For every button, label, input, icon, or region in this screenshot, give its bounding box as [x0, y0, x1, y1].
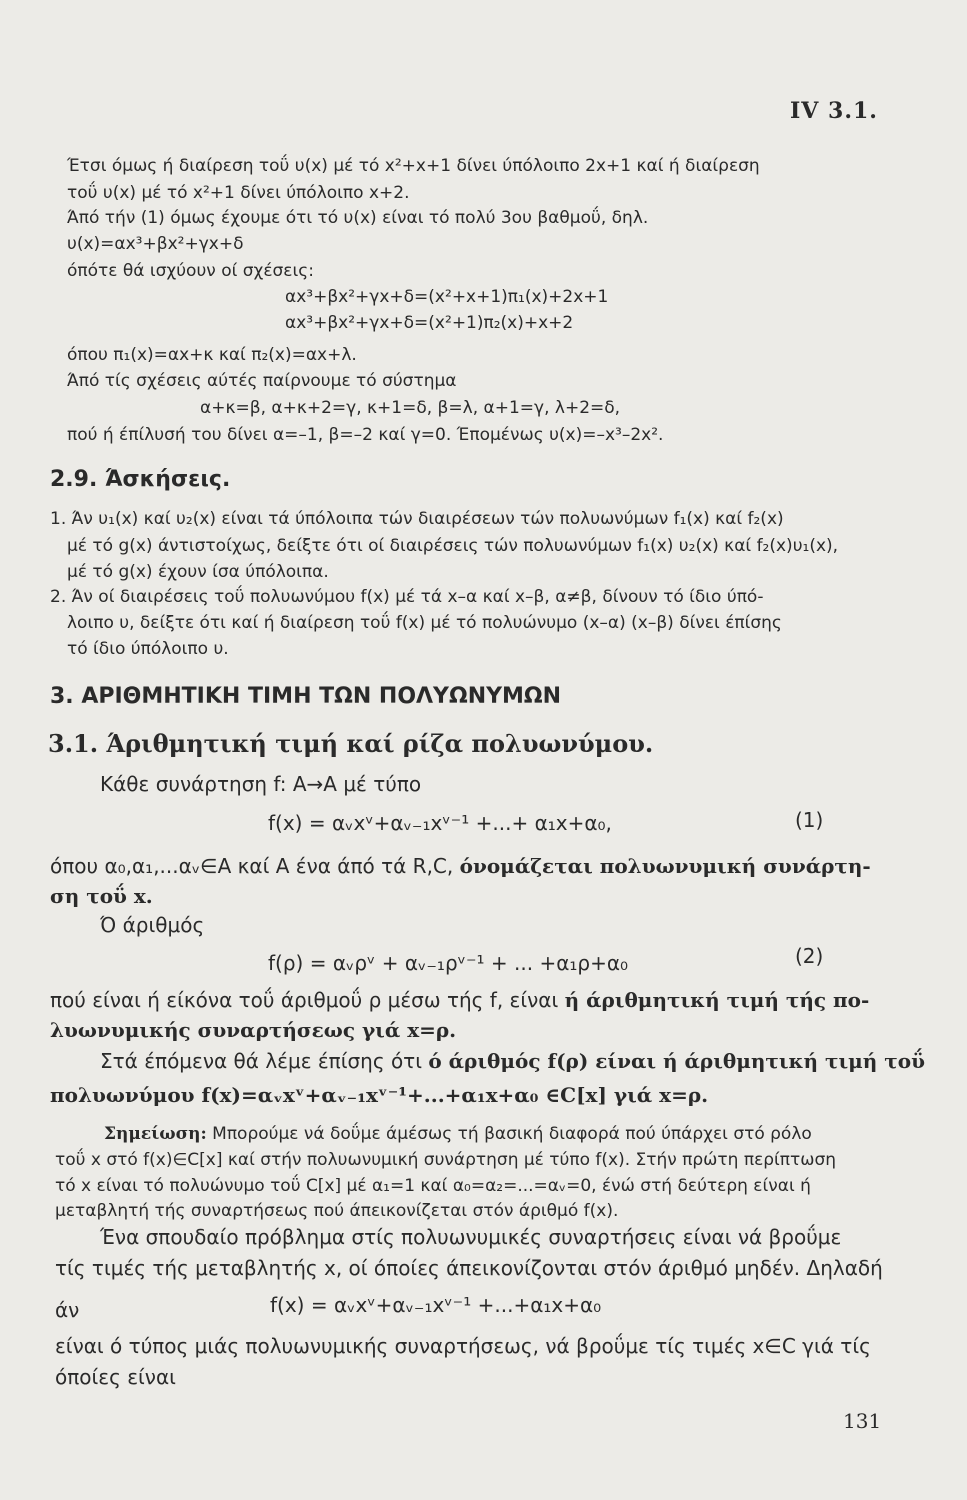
if-word: άν [55, 1298, 80, 1322]
mid-line-2: Άπό τίς σχέσεις αύτές παίρνουμε τό σύστημα [67, 371, 457, 391]
system-equation-1: αx³+βx²+γx+δ=(x²+x+1)π₁(x)+2x+1 [285, 287, 609, 307]
image-line-1-text: πού είναι ή είκόνα τοΰ άριθμοΰ ρ μέσω τής f, είναι [50, 988, 559, 1012]
problem-line-1: Ένα σπουδαίο πρόβλημα στίς πολυωνυμικές συναρτήσεις είναι νά βροΰμε [100, 1225, 842, 1249]
note-line-4: μεταβλητή τής συναρτήσεως πού άπεικονίζεται στόν άριθμό f(x). [55, 1201, 619, 1221]
section-reference-header: IV 3.1. [790, 98, 878, 124]
next-line-1-bold: ό άριθμός f(ρ) είναι ή άριθμητική τιμή τοΰ [428, 1049, 925, 1073]
note-line-2: τοΰ x στό f(x)∈C[x] καί στήν πολυωνυμική συνάρτηση μέ τύπο f(x). Στήν πρώτη περίπτωση [55, 1150, 837, 1170]
formula-2-number: (2) [795, 944, 824, 968]
number-intro: Ό άριθμός [100, 913, 205, 937]
system-line: α+κ=β, α+κ+2=γ, κ+1=δ, β=λ, α+1=γ, λ+2=δ, [200, 398, 621, 418]
definition-intro: Κάθε συνάρτηση f: A→A μέ τύπο [100, 772, 422, 796]
definition-line-2: ση τοΰ x. [50, 884, 153, 908]
formula-2: f(ρ) = αᵥρᵛ + αᵥ₋₁ρᵛ⁻¹ + ... +α₁ρ+α₀ [268, 951, 629, 975]
definition-line-1-text: όπου α₀,α₁,...αᵥ∈A καί A ένα άπό τά R,C, [50, 854, 454, 878]
definition-term-bold: όνομάζεται πολυωνυμική συνάρτη- [459, 854, 871, 878]
exercise-1-line-1: 1. Άν υ₁(x) καί υ₂(x) είναι τά ύπόλοιπα τών διαιρέσεων τών πολυωνύμων f₁(x) καί f₂(x) [50, 509, 784, 529]
problem-line-2: τίς τιμές τής μεταβλητής x, οί όποίες άπεικονίζονται στόν άριθμό μηδέν. Δηλαδή [55, 1256, 883, 1280]
section-title: 3. ΑΡΙΘΜΗΤΙΚΗ ΤΙΜΗ ΤΩΝ ΠΟΛΥΩΝΥΜΩΝ [50, 684, 562, 709]
intro-line-2: τοΰ υ(x) μέ τό x²+1 δίνει ύπόλοιπο x+2. [67, 183, 410, 203]
definition-line-1 [50, 853, 871, 879]
formula-1: f(x) = αᵥxᵛ+αᵥ₋₁xᵛ⁻¹ +...+ α₁x+α₀, [268, 811, 612, 835]
note-line-3: τό x είναι τό πολυώνυμο τοΰ C[x] μέ α₁=1 καί α₀=α₂=...=αᵥ=0, ένώ στή δεύτερη είναι ή [55, 1176, 811, 1196]
exercise-2-line-2: λοιπο υ, δείξτε ότι καί ή διαίρεση τοΰ f(x) μέ τό πολυώνυμο (x–α) (x–β) δίνει έπίσης [67, 613, 782, 633]
next-line-1 [100, 1048, 925, 1074]
image-line-1-bold: ή άριθμητική τιμή τής πο- [564, 988, 870, 1012]
note-label: Σημείωση: [104, 1124, 207, 1144]
exercise-2-line-3: τό ίδιο ύπόλοιπο υ. [67, 639, 229, 659]
intro-line-1: Έτσι όμως ή διαίρεση τοΰ υ(x) μέ τό x²+x+1 δίνει ύπόλοιπο 2x+1 καί ή διαίρεση [67, 156, 760, 176]
final-line-1: είναι ό τύπος μιάς πολυωνυμικής συναρτήσεως, νά βροΰμε τίς τιμές x∈C γιά τίς [55, 1334, 871, 1358]
final-line-2: όποίες είναι [55, 1365, 176, 1389]
image-line-1 [50, 987, 869, 1013]
solution-line: πού ή έπίλυσή του δίνει α=–1, β=–2 καί γ=0. Έπομένως υ(x)=–x³–2x². [67, 425, 664, 445]
note-line-1-text: Μπορούμε νά δοΰμε άμέσως τή βασική διαφορά πού ύπάρχει στό ρόλο [212, 1124, 812, 1144]
exercise-1-line-2: μέ τό g(x) άντιστοίχως, δείξτε ότι οί διαιρέσεις τών πολυωνύμων f₁(x) υ₂(x) καί f₂(x)υ₁(x), [67, 536, 839, 556]
mid-line-1: όπου π₁(x)=αx+κ καί π₂(x)=αx+λ. [67, 345, 357, 365]
subsection-title: 3.1. Άριθμητική τιμή καί ρίζα πολυωνύμου. [48, 729, 654, 758]
formula-1-number: (1) [795, 808, 824, 832]
intro-line-5: όπότε θά ισχύουν οί σχέσεις: [67, 261, 314, 281]
image-line-2: λυωνυμικής συναρτήσεως γιά x=ρ. [50, 1018, 457, 1042]
next-line-1-text: Στά έπόμενα θά λέμε έπίσης ότι [100, 1049, 422, 1073]
system-equation-2: αx³+βx²+γx+δ=(x²+1)π₂(x)+x+2 [285, 313, 574, 333]
next-line-2: πολυωνύμου f(x)=αᵥxᵛ+αᵥ₋₁xᵛ⁻¹+...+α₁x+α₀ ∈C[x] γιά x=ρ. [50, 1083, 709, 1107]
exercises-title: 2.9. Άσκήσεις. [50, 467, 231, 492]
intro-line-4: υ(x)=αx³+βx²+γx+δ [67, 234, 244, 254]
page-number: 131 [843, 1409, 882, 1433]
intro-line-3: Άπό τήν (1) όμως έχουμε ότι τό υ(x) είναι τό πολύ 3ου βαθμοΰ, δηλ. [67, 208, 649, 228]
exercise-1-line-3: μέ τό g(x) έχουν ίσα ύπόλοιπα. [67, 562, 329, 582]
exercise-2-line-1: 2. Άν οί διαιρέσεις τοΰ πολυωνύμου f(x) μέ τά x–α καί x–β, α≠β, δίνουν τό ίδιο ύπό- [50, 587, 764, 607]
formula-3: f(x) = αᵥxᵛ+αᵥ₋₁xᵛ⁻¹ +...+α₁x+α₀ [270, 1293, 602, 1317]
note-line-1 [104, 1123, 812, 1145]
